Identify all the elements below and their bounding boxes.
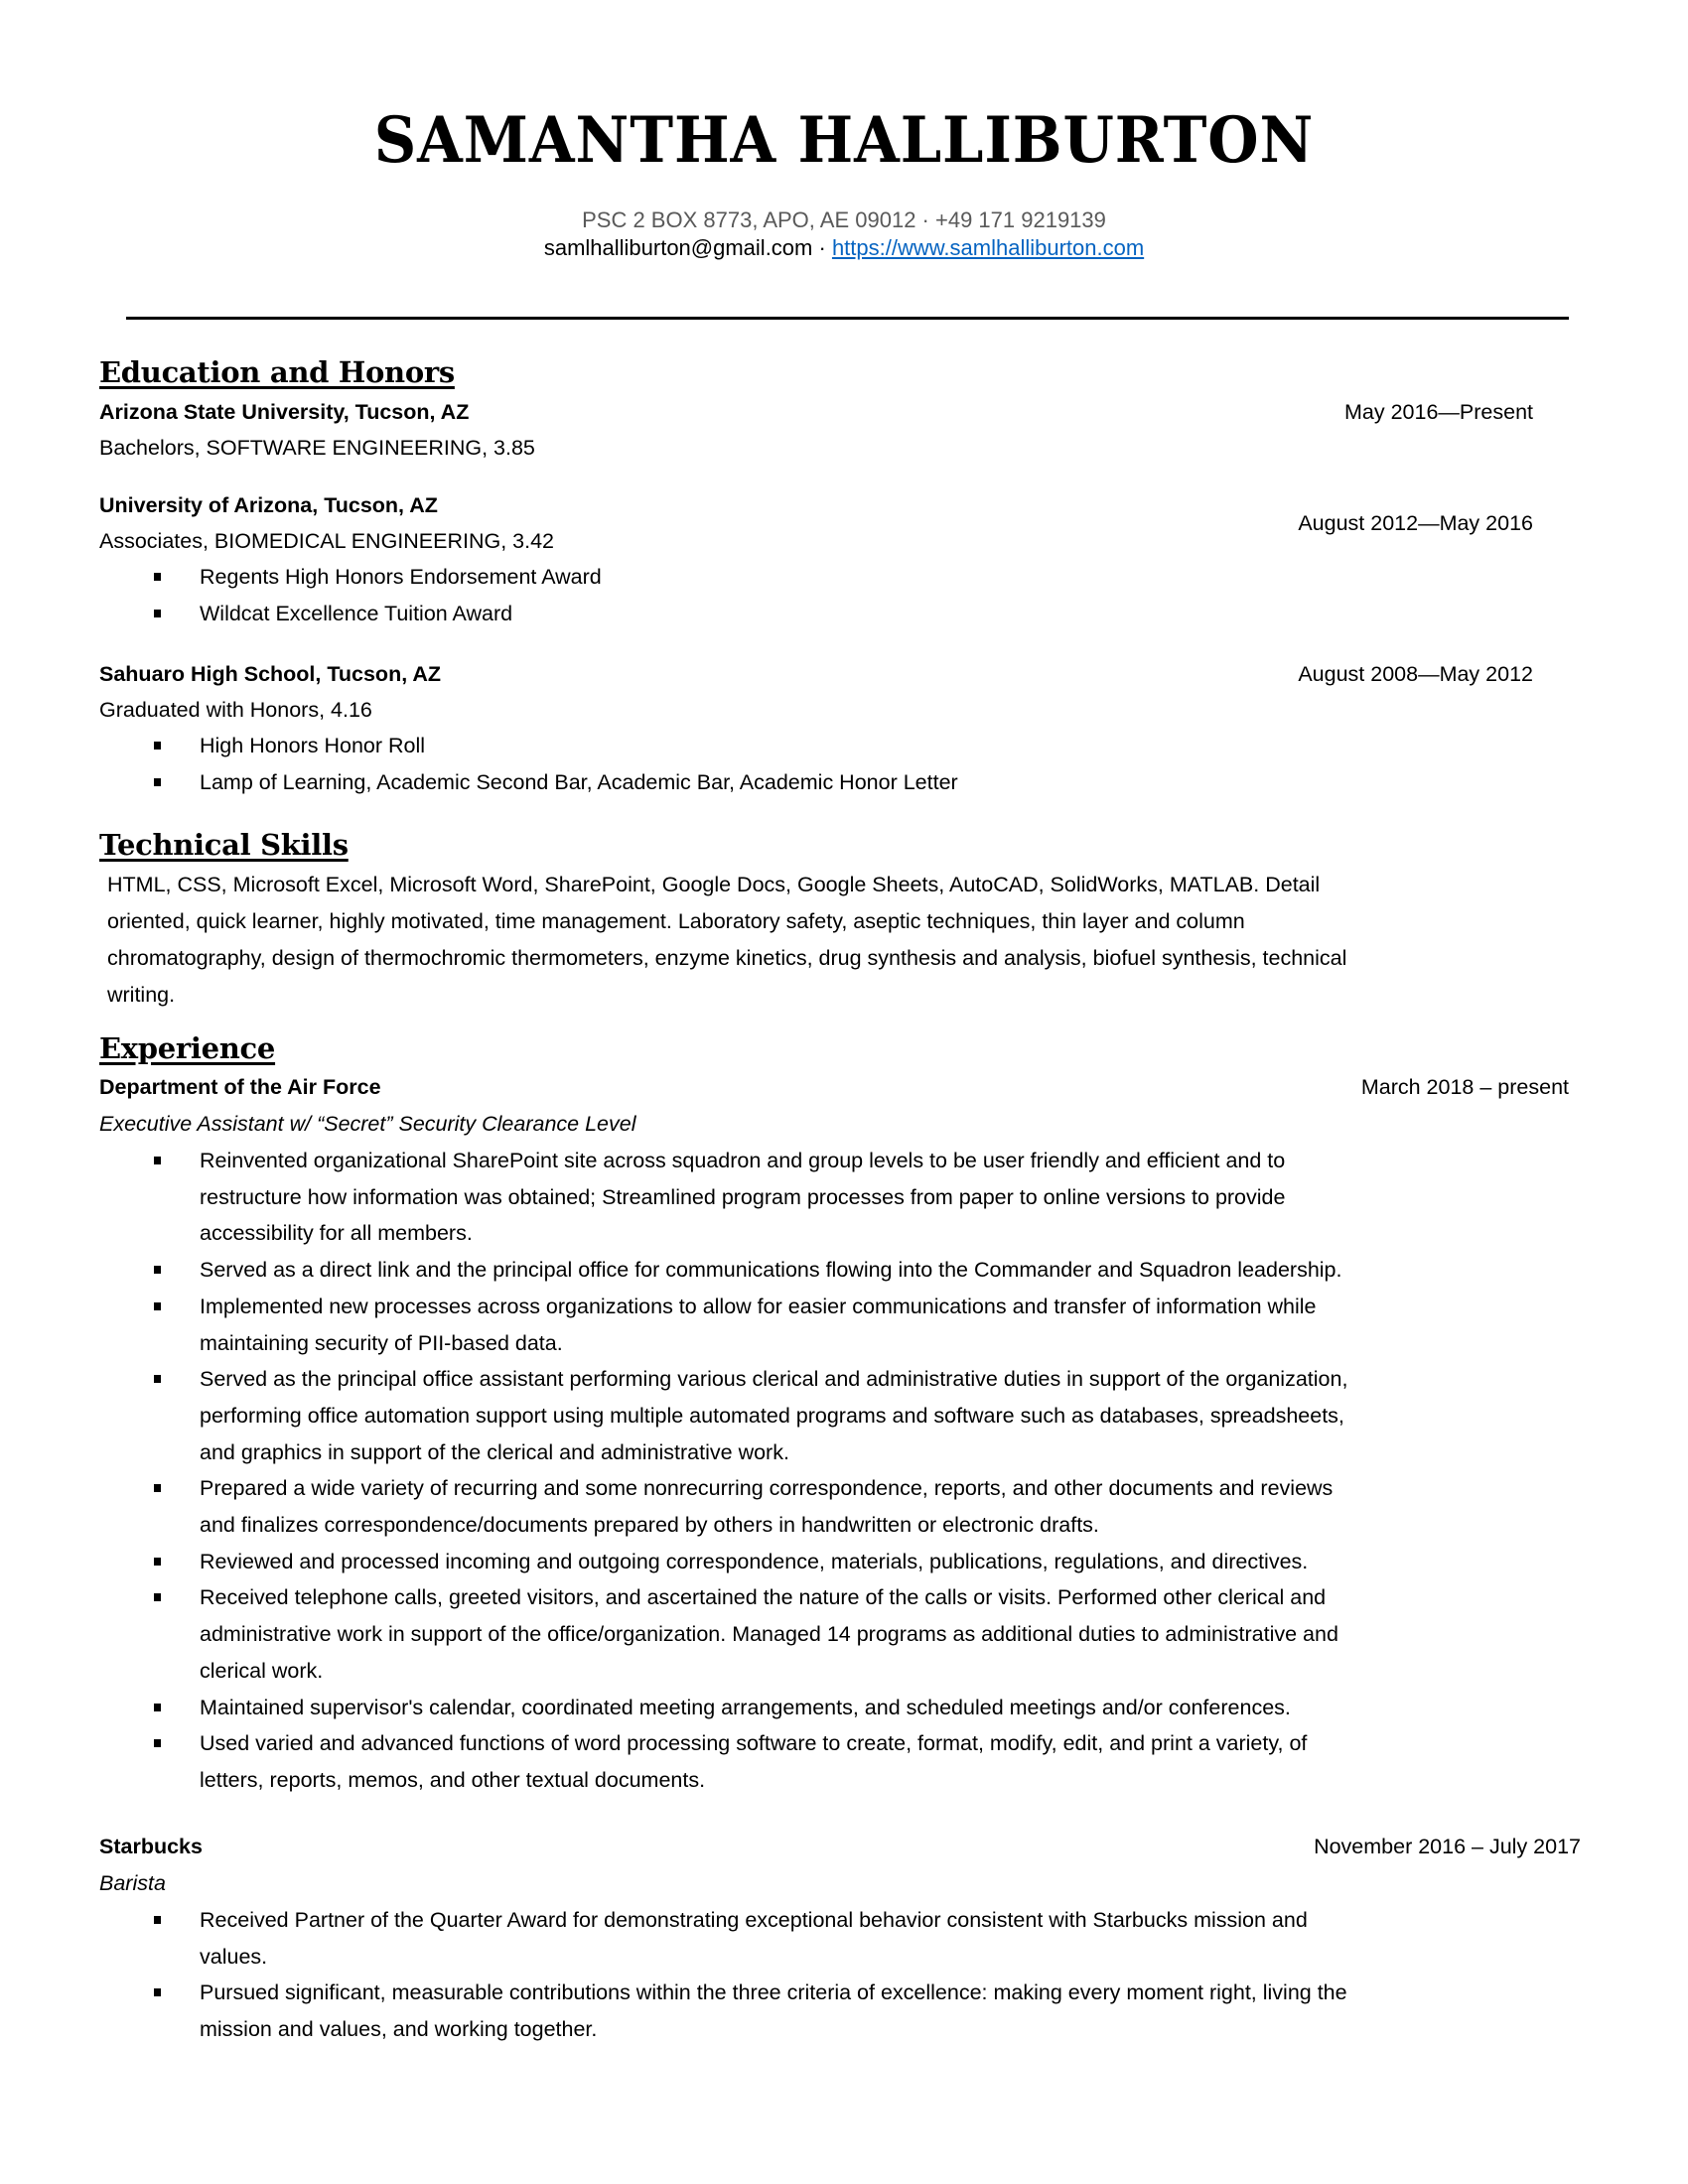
skills-text-line: chromatography, design of thermochromic thermometers, enzyme kinetics, drug synthesis and analysis, biofuel synthesis, technical [107,946,1347,970]
job-bullet-line: letters, reports, memos, and other textual documents. [200,1767,706,1792]
section-heading-education: Education and Honors [99,355,455,389]
candidate-name: SAMANTHA HALLIBURTON [373,103,1315,178]
section-heading-experience: Experience [99,1031,276,1065]
bullet-square-icon [154,573,161,581]
bullet-square-icon [154,1558,161,1566]
honor-item: Wildcat Excellence Tuition Award [200,602,513,625]
bullet-square-icon [154,1916,161,1924]
header-divider [126,317,1569,320]
bullet-square-icon [154,778,161,786]
bullet-square-icon [154,1593,161,1601]
job-bullet-line: values. [200,1944,268,1969]
website-link[interactable]: https://www.samlhalliburton.com [831,235,1145,260]
bullet-square-icon [154,1484,161,1492]
degree-line: Bachelors, SOFTWARE ENGINEERING, 3.85 [99,436,535,460]
job-bullet-line: Reviewed and processed incoming and outgoing correspondence, materials, publications, regulations, and directives. [200,1549,1309,1573]
job-title: Barista [99,1871,166,1895]
email-website-line [0,234,1688,262]
honor-item: High Honors Honor Roll [200,734,426,757]
job-title: Executive Assistant w/ “Secret” Security Clearance Level [99,1112,636,1136]
job-bullet-line: Maintained supervisor's calendar, coordinated meeting arrangements, and scheduled meetings and/or conferences. [200,1695,1291,1719]
job-bullet-line: Reinvented organizational SharePoint site across squadron and group levels to be user friendly and efficient and to [200,1149,1286,1172]
bullet-square-icon [154,742,161,750]
skills-text-line: oriented, quick learner, highly motivated, time management. Laboratory safety, aseptic techniques, thin layer and column [107,909,1245,933]
job-bullet-line: accessibility for all members. [200,1221,473,1246]
email-address[interactable]: samlhalliburton@gmail.com [543,235,813,260]
skills-text-line: HTML, CSS, Microsoft Excel, Microsoft Word, SharePoint, Google Docs, Google Sheets, AutoCAD, SolidWorks, MATLAB. Detail [107,873,1321,896]
education-dates: August 2008—May 2012 [1298,662,1533,686]
bullet-square-icon [154,1266,161,1274]
skills-text-line: writing. [107,983,176,1007]
school-name: Arizona State University, Tucson, AZ [99,400,470,424]
address-phone-line: PSC 2 BOX 8773, APO, AE 09012 · +49 171 9219139 [582,207,1106,232]
education-dates: August 2012—May 2016 [1298,511,1533,535]
job-bullet-line: Prepared a wide variety of recurring and some nonrecurring correspondence, reports, and other documents and reviews [200,1476,1334,1501]
employer-name: Starbucks [99,1835,203,1858]
bullet-square-icon [154,1704,161,1711]
honor-item: Regents High Honors Endorsement Award [200,565,602,589]
bullet-square-icon [154,1988,161,1996]
degree-line: Graduated with Honors, 4.16 [99,698,372,722]
employer-name: Department of the Air Force [99,1075,381,1099]
job-dates: November 2016 – July 2017 [1314,1835,1581,1858]
job-dates: March 2018 – present [1360,1075,1569,1099]
bullet-square-icon [154,1157,161,1164]
school-name: Sahuaro High School, Tucson, AZ [99,662,442,686]
honor-item: Lamp of Learning, Academic Second Bar, Academic Bar, Academic Honor Letter [200,770,958,794]
job-bullet-line: Implemented new processes across organizations to allow for easier communications and transfer of information while [200,1294,1317,1318]
bullet-square-icon [154,610,161,617]
job-bullet-line: Received telephone calls, greeted visitors, and ascertained the nature of the calls or visits. Performed other clerical and [200,1585,1327,1610]
job-bullet-line: administrative work in support of the office/organization. Managed 14 programs as additional duties to administrative and [200,1622,1338,1647]
job-bullet-line: performing office automation support using multiple automated programs and software such as databases, spreadsheets, [200,1403,1344,1428]
bullet-square-icon [154,1302,161,1310]
job-bullet-line: Served as the principal office assistant performing various clerical and administrative duties in support of the organization, [200,1367,1348,1392]
bullet-square-icon [154,1375,161,1383]
job-bullet-line: Served as a direct link and the principal office for communications flowing into the Commander and Squadron leadership. [200,1258,1342,1283]
job-bullet-line: and graphics in support of the clerical and administrative work. [200,1439,789,1464]
job-bullet-line: restructure how information was obtained; Streamlined program processes from paper to online versions to provide [200,1184,1286,1209]
job-bullet-line: mission and values, and working together. [200,2017,598,2042]
school-name: University of Arizona, Tucson, AZ [99,493,438,517]
job-bullet-line: clerical work. [200,1658,324,1683]
section-heading-skills: Technical Skills [99,828,349,862]
contact-separator: · [812,235,832,260]
job-bullet-line: maintaining security of PII-based data. [200,1330,563,1355]
job-bullet-line: and finalizes correspondence/documents prepared by others in handwritten or electronic drafts. [200,1513,1099,1537]
degree-line: Associates, BIOMEDICAL ENGINEERING, 3.42 [99,529,555,553]
job-bullet-line: Received Partner of the Quarter Award for demonstrating exceptional behavior consistent with Starbucks mission and [200,1908,1308,1932]
job-bullet-line: Used varied and advanced functions of word processing software to create, format, modify, edit, and print a variety, of [200,1731,1308,1756]
job-bullet-line: Pursued significant, measurable contributions within the three criteria of excellence: making every moment right, living the [200,1980,1347,2005]
bullet-square-icon [154,1739,161,1747]
education-dates: May 2016—Present [1343,400,1533,424]
